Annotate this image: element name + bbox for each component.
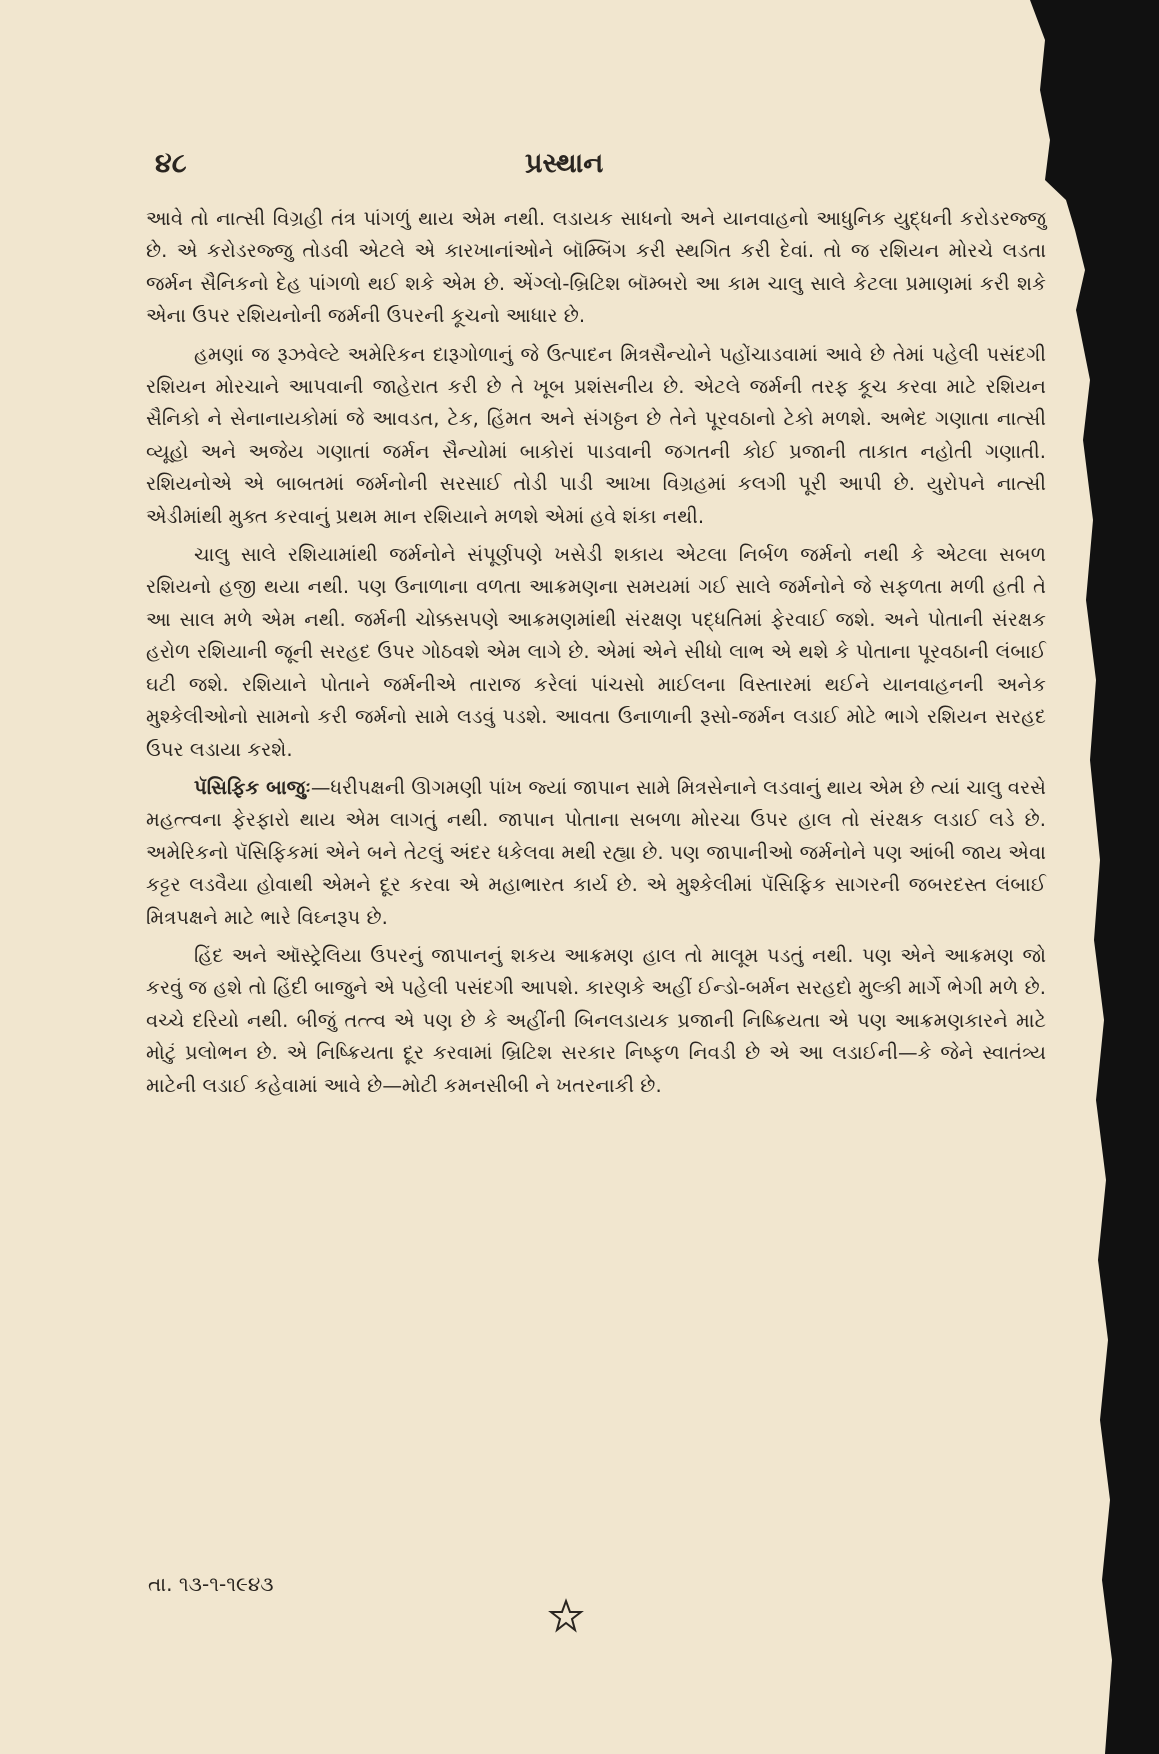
pacific-paragraph-text: —ધરીપક્ષની ઊગમણી પાંખ જ્યાં જાપાન સામે મિત્રસેનાને લડવાનું થાય એમ છે ત્યાં ચાલુ વરસે મહત્ત્વના ફેરફારો થાય એમ લાગતું નથી. જાપાન પોતાના સબળા મોરચા ઉપર હાલ તો સંરક્ષક લડાઈ લડે છે. અમેરિકનો પૅસિફિકમાં એને બને તેટલું અંદર ધકેલવા મથી રહ્યા છે. પણ જાપાનીઓ જર્મનોને પણ આંબી જાય એવા કટ્ટર લડવૈયા હોવાથી એમને દૂર કરવા એ મહાભારત કાર્ય છે. એ મુશ્કેલીમાં પૅસિફિક સાગરની જબરદસ્ત લંબાઈ મિત્રપક્ષને માટે ભારે વિઘ્નરૂપ છે.: [146, 775, 1046, 929]
page-number: ૪૮: [155, 148, 187, 179]
paragraph-2: હમણાં જ રૂઝવેલ્ટે અમેરિકન દારૂગોળાનું જે ઉત્પાદન મિત્રસૈન્યોને પહોંચાડવામાં આવે છે તેમાં પહેલી પસંદગી રશિયન મોરચાને આપવાની જાહેરાત કરી છે તે ખૂબ પ્રશંસનીય છે. એટલે જર્મની તરફ કૂચ કરવા માટે રશિયન સૈનિકો ને સેનાનાયકોમાં જે આવડત, ટેક, હિંમત અને સંગઠ્ઠન છે તેને પૂરવઠાનો ટેકો મળશે. અભેદ ગણાતા નાત્સી વ્યૂહો અને અજેય ગણાતાં જર્મન સૈન્યોમાં બાકોરાં પાડવાની જગતની કોઈ પ્રજાની તાકાત નહોતી ગણાતી. રશિયનોએ એ બાબતમાં જર્મનોની સરસાઈ તોડી પાડી આખા વિગ્રહમાં કલગી પૂરી આપી છે. યુરોપને નાત્સી એડીમાંથી મુક્ત કરવાનું પ્રથમ માન રશિયાને મળશે એમાં હવે શંકા નથી.: [146, 342, 1046, 528]
article-body: [146, 203, 1046, 1108]
paragraph-3: ચાલુ સાલે રશિયામાંથી જર્મનોને સંપૂર્ણપણે ખસેડી શકાય એટલા નિર્બળ જર્મનો નથી કે એટલા સબળ રશિયનો હજી થયા નથી. પણ ઉનાળાના વળતા આક્રમણના સમયમાં ગઈ સાલે જર્મનોને જે સફળતા મળી હતી તે આ સાલ મળે એમ નથી. જર્મની ચોક્કસપણે આક્રમણમાંથી સંરક્ષણ પદ્ધતિમાં ફેરવાઈ જશે. અને પોતાની સંરક્ષક હરોળ રશિયાની જૂની સરહદ ઉપર ગોઠવશે એમ લાગે છે. એમાં એને સીધો લાભ એ થશે કે પોતાના પૂરવઠાની લંબાઈ ઘટી જશે. રશિયાને પોતાને જર્મનીએ તારાજ કરેલાં પાંચસો માઈલના વિસ્તારમાં થઈને યાનવાહનની અનેક મુશ્કેલીઓનો સામનો કરી જર્મનો સામે લડવું પડશે. આવતા ઉનાળાની રૂસો-જર્મન લડાઈ મોટે ભાગે રશિયન સરહદ ઉપર લડાયા કરશે.: [146, 543, 1046, 761]
paragraph-5: હિંદ અને ઑસ્ટ્રેલિયા ઉપરનું જાપાનનું શકય આક્રમણ હાલ તો માલૂમ પડતું નથી. પણ એને આક્રમણ જો કરવું જ હશે તો હિંદી બાજુને એ પહેલી પસંદગી આપશે. કારણકે અહીં ઈન્ડો-બર્મન સરહદો મુલ્કી માર્ગે ભેગી મળે છે. વચ્ચે દરિયો નથી. બીજું તત્ત્વ એ પણ છે કે અહીંની બિનલડાયક પ્રજાની નિષ્ક્રિયતા એ પણ આક્રમણકારને માટે મોટું પ્રલોભન છે. એ નિષ્ક્રિયતા દૂર કરવામાં બ્રિટિશ સરકાર નિષ્ફળ નિવડી છે એ આ લડાઈની—કે જેને સ્વાતંત્ર્ય માટેની લડાઈ કહેવામાં આવે છે—મોટી કમનસીબી ને ખતરનાકી છે.: [146, 943, 1046, 1097]
paragraph-1: આવે તો નાત્સી વિગ્રહી તંત્ર પાંગળું થાય એમ નથી. લડાયક સાધનો અને યાનવાહનો આધુનિક યુદ્ધની કરોડરજ્જુ છે. એ કરોડરજ્જુ તોડવી એટલે એ કારખાનાંઓને બૉમ્બિંગ કરી સ્થગિત કરી દેવાં. તો જ રશિયન મોરચે લડતા જર્મન સૈનિકનો દેહ પાંગળો થઈ શકે એમ છે. એંગ્લો-બ્રિટિશ બૉમ્બરો આ કામ ચાલુ સાલે કેટલા પ્રમાણમાં કરી શકે એના ઉપર રશિયનોની જર્મની ઉપરની કૂચનો આધાર છે.: [146, 207, 1046, 328]
running-title: પ્રસ્થાન: [525, 148, 604, 179]
pacific-lead-in: પૅસિફિક બાજુઃ: [194, 775, 311, 799]
page-header: [155, 148, 1055, 188]
paragraph-4: [146, 772, 1046, 934]
article-date: તા. ૧૩-૧-૧૯૪૩: [148, 1572, 274, 1596]
star-outline-icon: [548, 1598, 584, 1634]
